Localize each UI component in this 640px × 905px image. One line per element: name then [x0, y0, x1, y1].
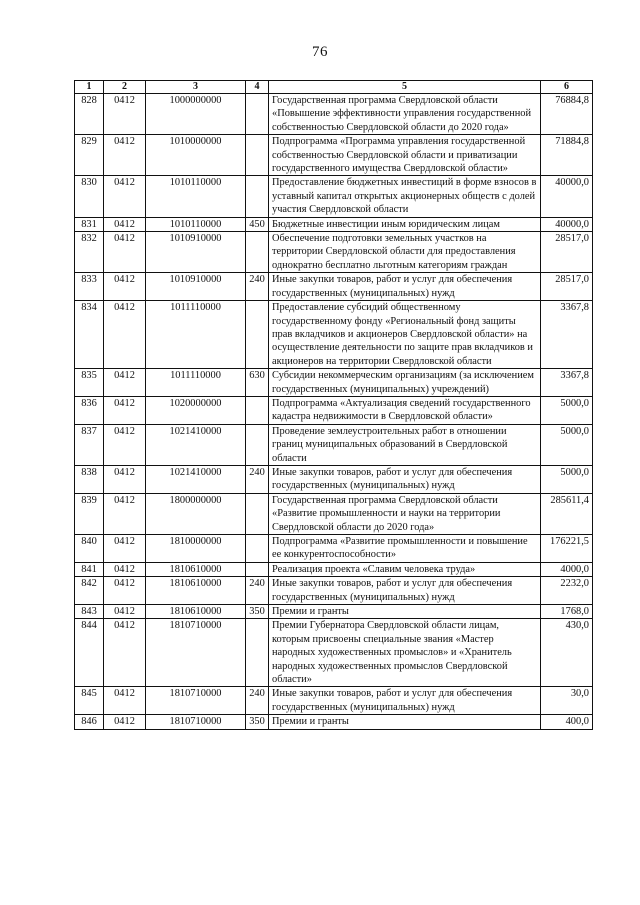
row-number-cell: 844 — [75, 619, 104, 687]
row-number-cell: 832 — [75, 232, 104, 273]
table-row — [75, 424, 593, 465]
section-code-cell: 0412 — [104, 135, 146, 176]
item-name-cell: Иные закупки товаров, работ и услуг для обеспечения государственных (муниципальных) нужд — [269, 687, 541, 715]
expense-type-code-cell — [246, 94, 269, 135]
row-number-cell: 831 — [75, 217, 104, 231]
target-article-code-cell: 1020000000 — [146, 396, 246, 424]
table-row — [75, 396, 593, 424]
section-code-cell: 0412 — [104, 217, 146, 231]
budget-table — [74, 80, 593, 730]
expense-type-code-cell: 450 — [246, 217, 269, 231]
amount-cell: 5000,0 — [541, 424, 593, 465]
section-code-cell: 0412 — [104, 424, 146, 465]
section-code-cell: 0412 — [104, 396, 146, 424]
section-code-cell: 0412 — [104, 94, 146, 135]
table-row — [75, 605, 593, 619]
column-header-2: 2 — [104, 81, 146, 94]
amount-cell: 285611,4 — [541, 493, 593, 534]
amount-cell: 28517,0 — [541, 232, 593, 273]
target-article-code-cell: 1800000000 — [146, 493, 246, 534]
section-code-cell: 0412 — [104, 605, 146, 619]
header-row — [75, 81, 593, 94]
expense-type-code-cell: 630 — [246, 369, 269, 397]
row-number-cell: 845 — [75, 687, 104, 715]
expense-type-code-cell: 240 — [246, 687, 269, 715]
row-number-cell: 842 — [75, 577, 104, 605]
table-row — [75, 273, 593, 301]
column-header-6: 6 — [541, 81, 593, 94]
column-header-4: 4 — [246, 81, 269, 94]
section-code-cell: 0412 — [104, 619, 146, 687]
item-name-cell: Обеспечение подготовки земельных участков на территории Свердловской области для предоставления однократно бесплатно льготным категориям граждан — [269, 232, 541, 273]
amount-cell: 40000,0 — [541, 176, 593, 217]
table-row — [75, 493, 593, 534]
item-name-cell: Предоставление бюджетных инвестиций в форме взносов в уставный капитал открытых акционерных обществ с долей участия Свердловской области — [269, 176, 541, 217]
expense-type-code-cell: 240 — [246, 465, 269, 493]
table-row — [75, 232, 593, 273]
item-name-cell: Иные закупки товаров, работ и услуг для обеспечения государственных (муниципальных) нужд — [269, 273, 541, 301]
item-name-cell: Предоставление субсидий общественному государственному фонду «Региональный фонд защиты прав вкладчиков и акционеров Свердловской области» на осуществление деятельности по защите прав вкладчиков и акционеров на территории Свердловской области — [269, 301, 541, 369]
item-name-cell: Проведение землеустроительных работ в отношении границ муниципальных образований в Свердловской области — [269, 424, 541, 465]
section-code-cell: 0412 — [104, 273, 146, 301]
amount-cell: 430,0 — [541, 619, 593, 687]
section-code-cell: 0412 — [104, 577, 146, 605]
expense-type-code-cell — [246, 396, 269, 424]
item-name-cell: Иные закупки товаров, работ и услуг для обеспечения государственных (муниципальных) нужд — [269, 577, 541, 605]
item-name-cell: Премии Губернатора Свердловской области лицам, которым присвоены специальные звания «Мастер народных художественных промыслов» и «Хранитель народных художественных промыслов Свердловской области» — [269, 619, 541, 687]
expense-type-code-cell — [246, 301, 269, 369]
item-name-cell: Подпрограмма «Программа управления государственной собственностью Свердловской области и приватизации государственного имущества Свердловской области» — [269, 135, 541, 176]
item-name-cell: Государственная программа Свердловской области «Развитие промышленности и науки на территории Свердловской области до 2020 года» — [269, 493, 541, 534]
table-row — [75, 94, 593, 135]
table-row — [75, 217, 593, 231]
expense-type-code-cell — [246, 232, 269, 273]
target-article-code-cell: 1810710000 — [146, 687, 246, 715]
amount-cell: 176221,5 — [541, 535, 593, 563]
expense-type-code-cell — [246, 135, 269, 176]
amount-cell: 3367,8 — [541, 301, 593, 369]
item-name-cell: Иные закупки товаров, работ и услуг для обеспечения государственных (муниципальных) нужд — [269, 465, 541, 493]
table-header — [75, 81, 593, 94]
expense-type-code-cell: 240 — [246, 577, 269, 605]
table-body — [75, 94, 593, 730]
section-code-cell: 0412 — [104, 176, 146, 217]
section-code-cell: 0412 — [104, 232, 146, 273]
row-number-cell: 841 — [75, 562, 104, 576]
target-article-code-cell: 1010910000 — [146, 232, 246, 273]
row-number-cell: 829 — [75, 135, 104, 176]
table-row — [75, 535, 593, 563]
expense-type-code-cell — [246, 535, 269, 563]
expense-type-code-cell: 240 — [246, 273, 269, 301]
amount-cell: 28517,0 — [541, 273, 593, 301]
item-name-cell: Государственная программа Свердловской области «Повышение эффективности управления государственной собственностью Свердловской области до 2020 года» — [269, 94, 541, 135]
section-code-cell: 0412 — [104, 465, 146, 493]
target-article-code-cell: 1010110000 — [146, 176, 246, 217]
expense-type-code-cell: 350 — [246, 605, 269, 619]
section-code-cell: 0412 — [104, 562, 146, 576]
expense-type-code-cell: 350 — [246, 715, 269, 729]
target-article-code-cell: 1810710000 — [146, 715, 246, 729]
target-article-code-cell: 1010000000 — [146, 135, 246, 176]
table-row — [75, 465, 593, 493]
target-article-code-cell: 1810710000 — [146, 619, 246, 687]
row-number-cell: 828 — [75, 94, 104, 135]
amount-cell: 2232,0 — [541, 577, 593, 605]
table-row — [75, 562, 593, 576]
amount-cell: 4000,0 — [541, 562, 593, 576]
row-number-cell: 840 — [75, 535, 104, 563]
table-row — [75, 715, 593, 729]
section-code-cell: 0412 — [104, 535, 146, 563]
amount-cell: 40000,0 — [541, 217, 593, 231]
row-number-cell: 836 — [75, 396, 104, 424]
table-row — [75, 577, 593, 605]
table-row — [75, 176, 593, 217]
expense-type-code-cell — [246, 176, 269, 217]
target-article-code-cell: 1810610000 — [146, 605, 246, 619]
column-header-5: 5 — [269, 81, 541, 94]
row-number-cell: 839 — [75, 493, 104, 534]
expense-type-code-cell — [246, 562, 269, 576]
target-article-code-cell: 1810610000 — [146, 577, 246, 605]
amount-cell: 30,0 — [541, 687, 593, 715]
target-article-code-cell: 1021410000 — [146, 424, 246, 465]
column-header-3: 3 — [146, 81, 246, 94]
expense-type-code-cell — [246, 493, 269, 534]
section-code-cell: 0412 — [104, 687, 146, 715]
page-number: 76 — [312, 44, 328, 60]
table-row — [75, 301, 593, 369]
item-name-cell: Премии и гранты — [269, 715, 541, 729]
table-row — [75, 687, 593, 715]
amount-cell: 76884,8 — [541, 94, 593, 135]
expense-type-code-cell — [246, 619, 269, 687]
item-name-cell: Подпрограмма «Развитие промышленности и повышение ее конкурентоспособности» — [269, 535, 541, 563]
column-header-1: 1 — [75, 81, 104, 94]
table-row — [75, 135, 593, 176]
expense-type-code-cell — [246, 424, 269, 465]
section-code-cell: 0412 — [104, 369, 146, 397]
amount-cell: 400,0 — [541, 715, 593, 729]
target-article-code-cell: 1010910000 — [146, 273, 246, 301]
target-article-code-cell: 1000000000 — [146, 94, 246, 135]
item-name-cell: Бюджетные инвестиции иным юридическим лицам — [269, 217, 541, 231]
target-article-code-cell: 1010110000 — [146, 217, 246, 231]
row-number-cell: 846 — [75, 715, 104, 729]
row-number-cell: 837 — [75, 424, 104, 465]
item-name-cell: Подпрограмма «Актуализация сведений государственного кадастра недвижимости в Свердловской области» — [269, 396, 541, 424]
target-article-code-cell: 1810000000 — [146, 535, 246, 563]
item-name-cell: Субсидии некоммерческим организациям (за исключением государственных (муниципальных) учреждений) — [269, 369, 541, 397]
amount-cell: 3367,8 — [541, 369, 593, 397]
section-code-cell: 0412 — [104, 493, 146, 534]
row-number-cell: 834 — [75, 301, 104, 369]
row-number-cell: 838 — [75, 465, 104, 493]
section-code-cell: 0412 — [104, 715, 146, 729]
row-number-cell: 843 — [75, 605, 104, 619]
target-article-code-cell: 1011110000 — [146, 301, 246, 369]
amount-cell: 5000,0 — [541, 465, 593, 493]
row-number-cell: 835 — [75, 369, 104, 397]
amount-cell: 71884,8 — [541, 135, 593, 176]
item-name-cell: Премии и гранты — [269, 605, 541, 619]
item-name-cell: Реализация проекта «Славим человека труда» — [269, 562, 541, 576]
table-row — [75, 369, 593, 397]
target-article-code-cell: 1011110000 — [146, 369, 246, 397]
section-code-cell: 0412 — [104, 301, 146, 369]
amount-cell: 1768,0 — [541, 605, 593, 619]
target-article-code-cell: 1021410000 — [146, 465, 246, 493]
row-number-cell: 833 — [75, 273, 104, 301]
table-row — [75, 619, 593, 687]
row-number-cell: 830 — [75, 176, 104, 217]
amount-cell: 5000,0 — [541, 396, 593, 424]
target-article-code-cell: 1810610000 — [146, 562, 246, 576]
